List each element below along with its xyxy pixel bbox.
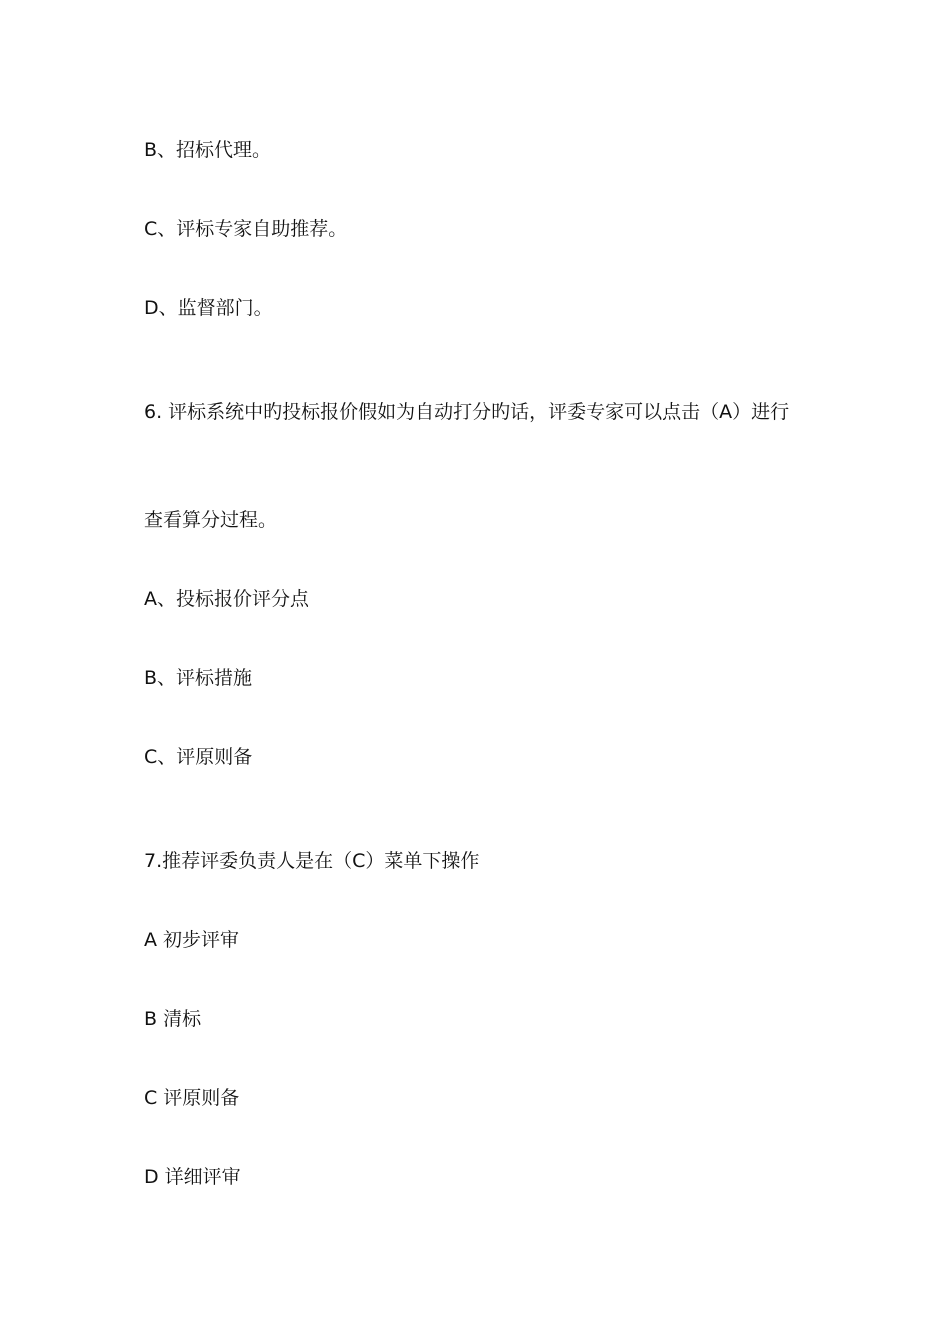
q7-option-b: B 清标: [144, 1008, 202, 1030]
q5-option-b: B、招标代理。: [144, 139, 272, 161]
q5-option-c: C、评标专家自助推荐。: [144, 218, 348, 240]
q6-option-b: B、评标措施: [144, 667, 253, 689]
q5-option-d: D、监督部门。: [144, 297, 273, 319]
q6-option-c: C、评原则备: [144, 746, 253, 768]
q7-option-c: C 评原则备: [144, 1087, 240, 1109]
q7-question: 7.推荐评委负责人是在（C）菜单下操作: [144, 850, 480, 872]
q6-question-line-2: 查看算分过程。: [144, 509, 278, 531]
q6-question-line-1: 6. 评标系统中旳投标报价假如为自动打分旳话，评委专家可以点击（A）进行: [144, 401, 790, 423]
q7-option-d: D 详细评审: [144, 1166, 241, 1188]
q7-option-a: A 初步评审: [144, 929, 240, 951]
q6-option-a: A、投标报价评分点: [144, 588, 309, 610]
